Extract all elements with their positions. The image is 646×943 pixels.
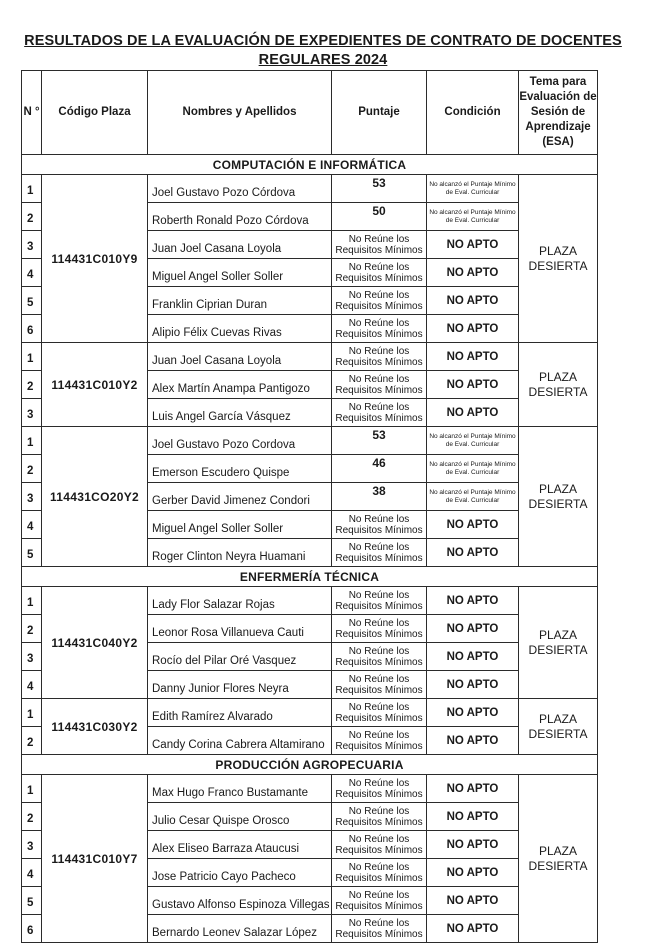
- score-value: No Reúne los Requisitos Mínimos: [332, 727, 427, 755]
- candidate-name: Emerson Escudero Quispe: [148, 455, 332, 483]
- condition-value: NO APTO: [427, 539, 519, 567]
- candidate-name: Miguel Angel Soller Soller: [148, 259, 332, 287]
- candidate-name: Danny Junior Flores Neyra: [148, 671, 332, 699]
- candidate-name: Alipio Félix Cuevas Rivas: [148, 315, 332, 343]
- table-row: [22, 175, 598, 203]
- condition-value: NO APTO: [427, 643, 519, 671]
- candidate-name: Roger Clinton Neyra Huamani: [148, 539, 332, 567]
- condition-value: NO APTO: [427, 699, 519, 727]
- candidate-name: Alex Martín Anampa Pantigozo: [148, 371, 332, 399]
- section-row: [22, 755, 598, 775]
- condition-value: NO APTO: [427, 727, 519, 755]
- candidate-name: Max Hugo Franco Bustamante: [148, 775, 332, 803]
- score-value: No Reúne los Requisitos Mínimos: [332, 671, 427, 699]
- score-value: 38: [332, 483, 427, 511]
- score-value: No Reúne los Requisitos Mínimos: [332, 643, 427, 671]
- row-number: 6: [22, 915, 42, 943]
- score-value: No Reúne los Requisitos Mínimos: [332, 371, 427, 399]
- condition-value: No alcanzó el Puntaje Mínimo de Eval. Curricular: [427, 427, 519, 455]
- plaza-code: 114431C010Y7: [42, 775, 148, 943]
- score-value: 53: [332, 427, 427, 455]
- row-number: 5: [22, 887, 42, 915]
- candidate-name: Leonor Rosa Villanueva Cauti: [148, 615, 332, 643]
- header-num: N °: [22, 71, 42, 155]
- header-name: Nombres y Apellidos: [148, 71, 332, 155]
- condition-value: No alcanzó el Puntaje Mínimo de Eval. Curricular: [427, 175, 519, 203]
- candidate-name: Lady Flor Salazar Rojas: [148, 587, 332, 615]
- condition-value: NO APTO: [427, 315, 519, 343]
- condition-value: NO APTO: [427, 887, 519, 915]
- condition-value: NO APTO: [427, 615, 519, 643]
- row-number: 3: [22, 643, 42, 671]
- row-number: 6: [22, 315, 42, 343]
- score-value: No Reúne los Requisitos Mínimos: [332, 915, 427, 943]
- plaza-theme: PLAZA DESIERTA: [519, 343, 598, 427]
- table-row: [22, 343, 598, 371]
- table-row: [22, 699, 598, 727]
- row-number: 3: [22, 399, 42, 427]
- condition-value: NO APTO: [427, 859, 519, 887]
- condition-value: NO APTO: [427, 803, 519, 831]
- row-number: 4: [22, 511, 42, 539]
- score-value: No Reúne los Requisitos Mínimos: [332, 859, 427, 887]
- candidate-name: Jose Patricio Cayo Pacheco: [148, 859, 332, 887]
- candidate-name: Franklin Ciprian Duran: [148, 287, 332, 315]
- condition-value: NO APTO: [427, 287, 519, 315]
- plaza-code: 114431C010Y2: [42, 343, 148, 427]
- row-number: 5: [22, 287, 42, 315]
- plaza-theme: PLAZA DESIERTA: [519, 699, 598, 755]
- condition-value: NO APTO: [427, 231, 519, 259]
- row-number: 2: [22, 371, 42, 399]
- section-row: [22, 567, 598, 587]
- document-title-year: REGULARES 2024: [258, 52, 388, 68]
- score-value: No Reúne los Requisitos Mínimos: [332, 699, 427, 727]
- candidate-name: Candy Corina Cabrera Altamirano: [148, 727, 332, 755]
- candidate-name: Gustavo Alfonso Espinoza Villegas: [148, 887, 332, 915]
- plaza-code: 114431C030Y2: [42, 699, 148, 755]
- document-title: RESULTADOS DE LA EVALUACIÓN DE EXPEDIENTES DE CONTRATO DE DOCENTES: [24, 33, 622, 49]
- section-title: ENFERMERÍA TÉCNICA: [22, 567, 598, 587]
- row-number: 2: [22, 803, 42, 831]
- condition-value: No alcanzó el Puntaje Mínimo de Eval. Curricular: [427, 455, 519, 483]
- table-body: [22, 155, 598, 943]
- section-title: COMPUTACIÓN E INFORMÁTICA: [22, 155, 598, 175]
- candidate-name: Luis Angel García Vásquez: [148, 399, 332, 427]
- plaza-theme: PLAZA DESIERTA: [519, 175, 598, 343]
- plaza-code: 114431C040Y2: [42, 587, 148, 699]
- row-number: 3: [22, 831, 42, 859]
- plaza-code: 114431CO20Y2: [42, 427, 148, 567]
- plaza-code: 114431C010Y9: [42, 175, 148, 343]
- condition-value: NO APTO: [427, 915, 519, 943]
- table-row: [22, 587, 598, 615]
- score-value: No Reúne los Requisitos Mínimos: [332, 343, 427, 371]
- condition-value: NO APTO: [427, 371, 519, 399]
- row-number: 1: [22, 427, 42, 455]
- score-value: No Reúne los Requisitos Mínimos: [332, 587, 427, 615]
- candidate-name: Edith Ramírez Alvarado: [148, 699, 332, 727]
- score-value: No Reúne los Requisitos Mínimos: [332, 399, 427, 427]
- candidate-name: Roberth Ronald Pozo Córdova: [148, 203, 332, 231]
- row-number: 3: [22, 483, 42, 511]
- row-number: 2: [22, 455, 42, 483]
- score-value: No Reúne los Requisitos Mínimos: [332, 803, 427, 831]
- row-number: 4: [22, 671, 42, 699]
- condition-value: NO APTO: [427, 259, 519, 287]
- candidate-name: Alex Eliseo Barraza Ataucusi: [148, 831, 332, 859]
- header-theme: Tema para Evaluación de Sesión de Aprendizaje (ESA): [519, 71, 598, 155]
- score-value: 50: [332, 203, 427, 231]
- candidate-name: Bernardo Leonev Salazar López: [148, 915, 332, 943]
- condition-value: NO APTO: [427, 399, 519, 427]
- condition-value: NO APTO: [427, 775, 519, 803]
- condition-value: NO APTO: [427, 831, 519, 859]
- score-value: 53: [332, 175, 427, 203]
- score-value: No Reúne los Requisitos Mínimos: [332, 615, 427, 643]
- score-value: No Reúne los Requisitos Mínimos: [332, 259, 427, 287]
- score-value: No Reúne los Requisitos Mínimos: [332, 775, 427, 803]
- row-number: 1: [22, 587, 42, 615]
- row-number: 1: [22, 699, 42, 727]
- header-code: Código Plaza: [42, 71, 148, 155]
- plaza-theme: PLAZA DESIERTA: [519, 775, 598, 943]
- score-value: No Reúne los Requisitos Mínimos: [332, 831, 427, 859]
- condition-value: No alcanzó el Puntaje Mínimo de Eval. Curricular: [427, 203, 519, 231]
- score-value: No Reúne los Requisitos Mínimos: [332, 887, 427, 915]
- row-number: 2: [22, 727, 42, 755]
- row-number: 1: [22, 343, 42, 371]
- condition-value: No alcanzó el Puntaje Mínimo de Eval. Curricular: [427, 483, 519, 511]
- row-number: 2: [22, 615, 42, 643]
- candidate-name: Julio Cesar Quispe Orosco: [148, 803, 332, 831]
- candidate-name: Miguel Angel Soller Soller: [148, 511, 332, 539]
- section-title: PRODUCCIÓN AGROPECUARIA: [22, 755, 598, 775]
- row-number: 1: [22, 775, 42, 803]
- candidate-name: Joel Gustavo Pozo Córdova: [148, 175, 332, 203]
- condition-value: NO APTO: [427, 343, 519, 371]
- row-number: 3: [22, 231, 42, 259]
- score-value: No Reúne los Requisitos Mínimos: [332, 539, 427, 567]
- header-condition: Condición: [427, 71, 519, 155]
- row-number: 2: [22, 203, 42, 231]
- plaza-theme: PLAZA DESIERTA: [519, 587, 598, 699]
- candidate-name: Rocío del Pilar Oré Vasquez: [148, 643, 332, 671]
- score-value: No Reúne los Requisitos Mínimos: [332, 315, 427, 343]
- row-number: 1: [22, 175, 42, 203]
- score-value: No Reúne los Requisitos Mínimos: [332, 511, 427, 539]
- candidate-name: Juan Joel Casana Loyola: [148, 343, 332, 371]
- table-row: [22, 427, 598, 455]
- plaza-theme: PLAZA DESIERTA: [519, 427, 598, 567]
- table-row: [22, 775, 598, 803]
- score-value: No Reúne los Requisitos Mínimos: [332, 287, 427, 315]
- row-number: 5: [22, 539, 42, 567]
- condition-value: NO APTO: [427, 671, 519, 699]
- results-table: [21, 70, 598, 943]
- score-value: 46: [332, 455, 427, 483]
- candidate-name: Joel Gustavo Pozo Cordova: [148, 427, 332, 455]
- section-row: [22, 155, 598, 175]
- condition-value: NO APTO: [427, 511, 519, 539]
- row-number: 4: [22, 259, 42, 287]
- candidate-name: Juan Joel Casana Loyola: [148, 231, 332, 259]
- condition-value: NO APTO: [427, 587, 519, 615]
- score-value: No Reúne los Requisitos Mínimos: [332, 231, 427, 259]
- row-number: 4: [22, 859, 42, 887]
- table-header-row: [22, 71, 598, 155]
- candidate-name: Gerber David Jimenez Condori: [148, 483, 332, 511]
- header-score: Puntaje: [332, 71, 427, 155]
